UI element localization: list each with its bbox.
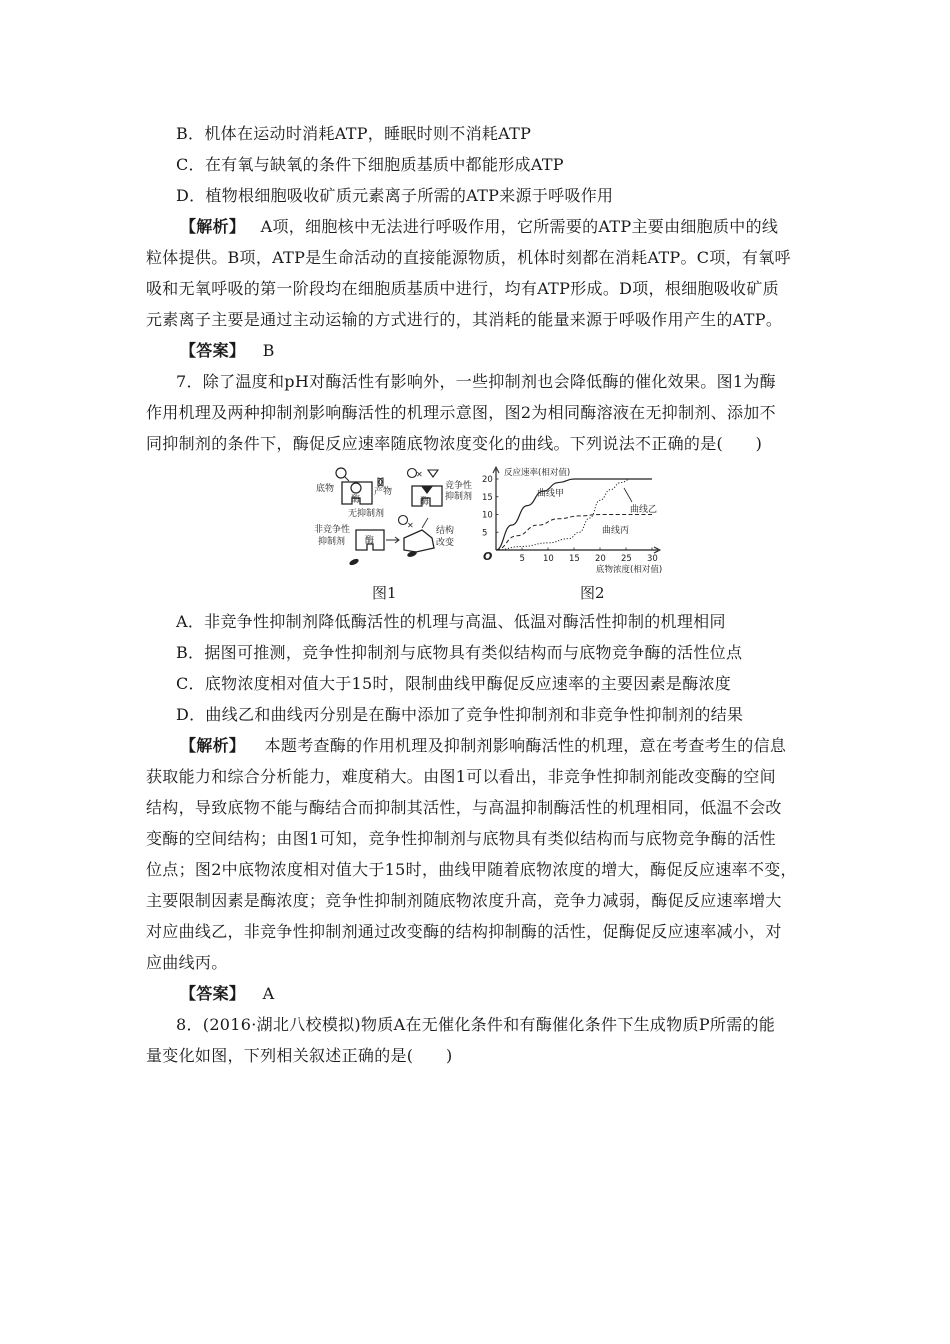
fig1-noncompetitive-label-2: 抑制剂 bbox=[318, 537, 346, 547]
substrate-bound-icon bbox=[351, 483, 361, 493]
fig2-y-tick-label: 15 bbox=[482, 492, 493, 503]
q7-stem-line: 7．除了温度和pH对酶活性有影响外，一些抑制剂也会降低酶的催化效果。图1为酶 bbox=[176, 372, 776, 391]
fig2-xlabel: 底物浓度(相对值) bbox=[596, 565, 663, 575]
fig1-no-inhibitor-label: 无抑制剂 bbox=[348, 509, 385, 519]
q6-option-d: D．植物根细胞吸收矿质元素离子所需的ATP来源于呼吸作用 bbox=[176, 186, 614, 205]
fig1-competitive-label-2: 抑制剂 bbox=[445, 492, 473, 502]
pointer-line-icon bbox=[422, 518, 428, 528]
q6-answer bbox=[180, 341, 275, 361]
blocked-mark-icon: ✕ bbox=[416, 470, 423, 479]
q6-answer-value: B bbox=[262, 341, 275, 360]
fig1-product-label: 产物 bbox=[374, 487, 393, 497]
q6-analysis-paragraph bbox=[180, 217, 778, 237]
fig1-substrate-label: 底物 bbox=[316, 484, 335, 494]
fig2-x-tick-label: 5 bbox=[519, 554, 525, 564]
q7-answer bbox=[180, 984, 274, 1004]
fig2-curve-bing-label: 曲线丙 bbox=[602, 526, 630, 536]
fig2-chart bbox=[482, 467, 662, 575]
blocked-mark-icon: ✕ bbox=[407, 521, 414, 530]
q7-analysis-line: 对应曲线乙，非竞争性抑制剂通过改变酶的结构抑制酶的活性，促酶促反应速率减小，对 bbox=[146, 922, 782, 941]
q8-stem-line: 8．(2016·湖北八校模拟)物质A在无催化条件和有酶催化条件下生成物质P所需的能 bbox=[176, 1015, 776, 1034]
fig1-noncompetitive-label-1: 非竞争性 bbox=[314, 525, 351, 535]
q6-answer-label: 【答案】 bbox=[180, 341, 246, 360]
q7-analysis-label: 【解析】 bbox=[180, 736, 246, 755]
q7-answer-value: A bbox=[262, 984, 275, 1003]
q6-analysis-line: 吸和无氧呼吸的第一阶段均在细胞质基质中进行，均有ATP形成。D项，根细胞吸收矿质 bbox=[146, 279, 779, 298]
fig2-x-tick-label: 10 bbox=[543, 554, 554, 564]
q7-analysis-line: 变酶的空间结构；由图1可知，竞争性抑制剂与底物具有类似结构而与底物竞争酶的活性 bbox=[146, 829, 776, 848]
q7-stem-line: 作用机理及两种抑制剂影响酶活性的机理示意图，图2为相同酶溶液在无抑制剂、添加不 bbox=[146, 403, 776, 422]
inhibitor-bound-icon bbox=[421, 486, 433, 494]
fig2-y-tick-label: 5 bbox=[482, 528, 488, 539]
q7-answer-label: 【答案】 bbox=[180, 984, 246, 1003]
q7-analysis-paragraph bbox=[180, 736, 786, 756]
fig1-structure-label-2: 改变 bbox=[436, 538, 455, 548]
q7-option-d: D．曲线乙和曲线丙分别是在酶中添加了竞争性抑制剂和非竞争性抑制剂的结果 bbox=[176, 705, 744, 724]
fig1-enzyme-label: 酶 bbox=[365, 536, 375, 546]
q7-figures bbox=[312, 466, 672, 578]
fig2-ylabel: 反应速率(相对值) bbox=[504, 468, 571, 478]
fig2-x-tick-label: 30 bbox=[647, 554, 658, 564]
q6-analysis-line: A项，细胞核中无法进行呼吸作用，它所需要的ATP主要由细胞质中的线 bbox=[260, 217, 779, 236]
fig2-caption: 图2 bbox=[580, 584, 605, 602]
fig2-y-tick-label: 20 bbox=[482, 475, 493, 485]
q7-analysis-line: 应曲线丙。 bbox=[146, 953, 228, 972]
fig1-enzyme-label: 酶 bbox=[351, 495, 361, 505]
fig1-diagram bbox=[314, 468, 472, 566]
fig2-curve-yi-label: 曲线乙 bbox=[630, 505, 658, 515]
q7-option-a: A．非竞争性抑制剂降低酶活性的机理与高温、低温对酶活性抑制的机理相同 bbox=[176, 612, 726, 631]
deformed-enzyme-icon bbox=[404, 530, 434, 552]
q7-analysis-line: 位点；图2中底物浓度相对值大于15时，曲线甲随着底物浓度的增大，酶促反应速率不变， bbox=[146, 860, 797, 879]
product-icon bbox=[378, 478, 383, 486]
fig1-caption: 图1 bbox=[372, 584, 397, 602]
fig2-ticks bbox=[482, 475, 658, 564]
fig2-curve-jia-label: 曲线甲 bbox=[537, 489, 565, 499]
q7-stem-line: 同抑制剂的条件下，酶促反应速率随底物浓度变化的曲线。下列说法不正确的是( ) bbox=[146, 434, 763, 453]
q6-analysis-line: 元素离子主要是通过主动运输的方式进行的，其消耗的能量来源于呼吸作用产生的ATP。 bbox=[146, 310, 783, 329]
substrate-circle-icon bbox=[336, 468, 346, 478]
q7-option-b: B．据图可推测，竞争性抑制剂与底物具有类似结构而与底物竞争酶的活性位点 bbox=[176, 643, 743, 662]
q7-analysis-line: 结构，导致底物不能与酶结合而抑制其活性，与高温抑制酶活性的机理相同，低温不会改 bbox=[146, 798, 782, 817]
q6-analysis-label: 【解析】 bbox=[180, 217, 246, 236]
fig2-x-tick-label: 15 bbox=[569, 554, 580, 564]
q8-stem-line: 量变化如图，下列相关叙述正确的是( ) bbox=[146, 1046, 453, 1065]
fig2-y-tick-label: 10 bbox=[482, 510, 493, 521]
competitive-inhibitor-icon bbox=[428, 470, 438, 477]
fig1-structure-label-1: 结构 bbox=[436, 526, 455, 536]
fig2-x-tick-label: 25 bbox=[621, 554, 632, 564]
q7-analysis-line: 获取能力和综合分析能力，难度稍大。由图1可以看出，非竞争性抑制剂能改变酶的空间 bbox=[146, 767, 776, 786]
fig2-x-tick-label: 20 bbox=[595, 554, 606, 564]
q7-analysis-line: 本题考查酶的作用机理及抑制剂影响酶活性的机理，意在考查考生的信息 bbox=[264, 736, 787, 755]
q7-option-c: C．底物浓度相对值大于15时，限制曲线甲酶促反应速率的主要因素是酶浓度 bbox=[176, 674, 732, 693]
fig2-origin: O bbox=[483, 550, 493, 563]
noncompetitive-inhibitor-icon bbox=[348, 558, 359, 567]
q6-option-b: B．机体在运动时消耗ATP，睡眠时则不消耗ATP bbox=[176, 124, 532, 143]
q6-option-c: C．在有氧与缺氧的条件下细胞质基质中都能形成ATP bbox=[176, 155, 564, 174]
fig2-series bbox=[496, 479, 652, 550]
q6-analysis-line: 粒体提供。B项，ATP是生命活动的直接能源物质，机体时刻都在消耗ATP。C项，有氧呼 bbox=[146, 248, 791, 267]
q7-analysis-line: 主要限制因素是酶浓度；竞争性抑制剂随底物浓度升高，竞争力减弱，酶促反应速率增大 bbox=[146, 891, 782, 910]
fig2-curve-yi-pointer bbox=[624, 488, 632, 502]
arrow-icon bbox=[345, 477, 349, 481]
fig1-enzyme-label: 酶 bbox=[420, 497, 430, 507]
fig1-competitive-label-1: 竞争性 bbox=[445, 481, 473, 491]
